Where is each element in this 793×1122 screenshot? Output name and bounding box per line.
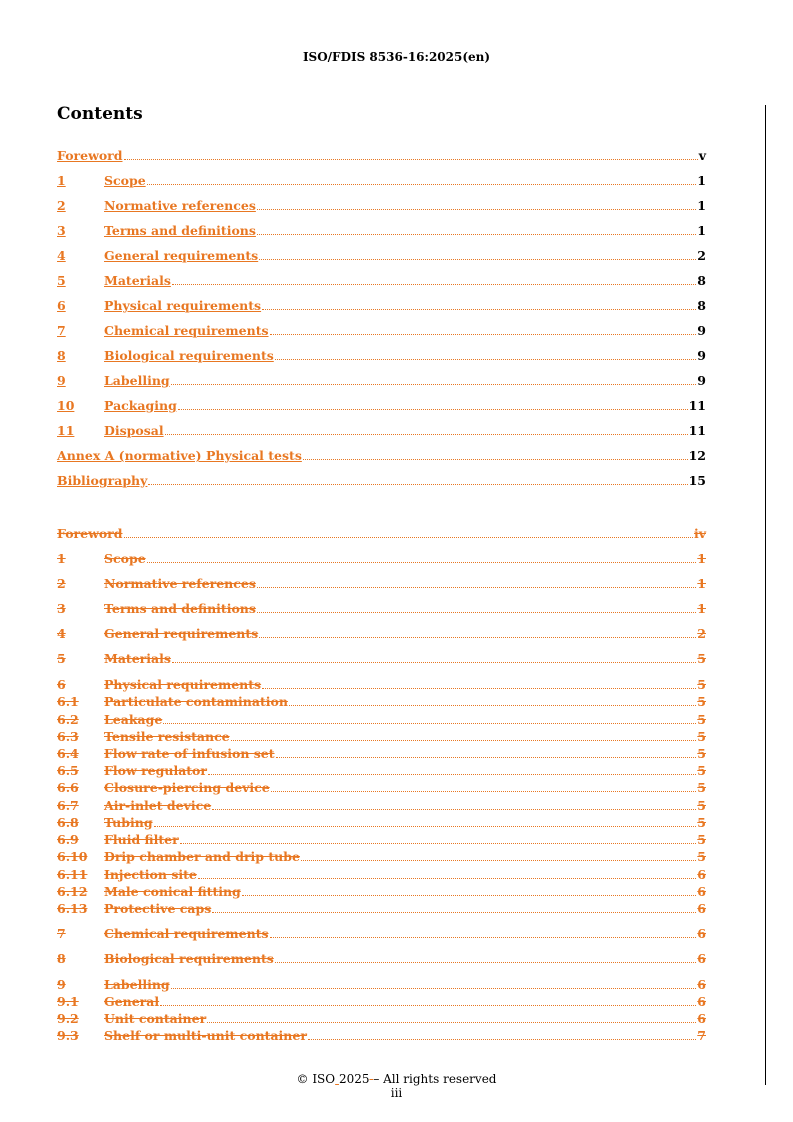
toc-entry-injection-site[interactable] <box>57 866 706 882</box>
toc-entry-label: Male conical fitting <box>104 884 241 899</box>
toc-entry-label: Labelling <box>104 373 170 388</box>
toc-entry-flow-rate-of-infusion-set[interactable] <box>57 745 706 761</box>
toc-entry-label: Biological requirements <box>104 951 274 966</box>
toc-entry-number: 7 <box>57 926 66 941</box>
toc-entry-label: Physical requirements <box>104 298 262 313</box>
toc-entry-shelf-or-multi-unit-container[interactable] <box>57 1027 706 1043</box>
toc-dot-leader <box>147 561 697 563</box>
toc-entry-number: 6.7 <box>57 798 79 813</box>
toc-entry-label: Normative references <box>104 198 256 213</box>
toc-dot-leader <box>198 877 696 879</box>
toc-entry-page: 15 <box>688 473 706 488</box>
toc-entry-air-inlet-device[interactable] <box>57 797 706 813</box>
toc-entry-label: Biological requirements <box>104 348 274 363</box>
rights-reserved: – All rights reserved <box>373 1072 497 1086</box>
toc-entry-label: Bibliography <box>57 473 148 488</box>
toc-dot-leader <box>271 790 697 792</box>
copyright-year: 2025 <box>338 1072 370 1086</box>
toc-entry-label: Fluid filter <box>104 832 179 847</box>
toc-entry-label: Closure-piercing device <box>104 780 270 795</box>
toc-entry-number: 2 <box>57 198 66 213</box>
toc-entry-page: 9 <box>697 373 706 388</box>
toc-entry-page: 1 <box>697 576 706 591</box>
toc-entry-foreword[interactable] <box>57 147 706 163</box>
toc-dot-leader <box>270 936 697 938</box>
toc-entry-label: Labelling <box>104 977 170 992</box>
toc-entry-unit-container[interactable] <box>57 1010 706 1026</box>
toc-entry-number: 6.1 <box>57 694 79 709</box>
toc-dot-leader <box>154 825 697 827</box>
toc-entry-page: 5 <box>697 729 706 744</box>
toc-entry-label: Foreword <box>57 148 123 163</box>
toc-entry-page: 2 <box>697 248 706 263</box>
toc-entry-label: Terms and definitions <box>104 223 256 238</box>
toc-entry-page: 5 <box>697 763 706 778</box>
toc-dot-leader <box>257 208 696 210</box>
toc-entry-general-requirements[interactable] <box>57 247 706 263</box>
toc-entry-page: iv <box>693 526 706 541</box>
toc-entry-drip-chamber-and-drip-tube[interactable] <box>57 848 706 864</box>
toc-entry-scope[interactable] <box>57 172 706 188</box>
toc-entry-page: 6 <box>697 867 706 882</box>
toc-entry-tubing[interactable] <box>57 814 706 830</box>
toc-entry-materials[interactable] <box>57 272 706 288</box>
toc-entry-number: 6.6 <box>57 780 79 795</box>
toc-entry-label: Tensile resistance <box>104 729 230 744</box>
toc-entry-label: Flow regulator <box>104 763 207 778</box>
toc-entry-tensile-resistance[interactable] <box>57 728 706 744</box>
toc-entry-physical-requirements[interactable] <box>57 676 706 692</box>
toc-entry-leakage[interactable] <box>57 711 706 727</box>
toc-dot-leader <box>257 586 696 588</box>
toc-dot-leader <box>275 961 697 963</box>
toc-entry-number: 2 <box>57 576 66 591</box>
toc-entry-page: 1 <box>697 198 706 213</box>
toc-entry-label: Packaging <box>104 398 177 413</box>
toc-entry-number: 4 <box>57 626 66 641</box>
toc-entry-annex-a-normative-physical-tests[interactable] <box>57 447 706 463</box>
toc-entry-page: 1 <box>697 551 706 566</box>
toc-entry-materials[interactable] <box>57 650 706 666</box>
toc-dot-leader <box>208 773 696 775</box>
toc-dot-leader <box>124 536 693 538</box>
toc-dot-leader <box>270 333 697 335</box>
toc-entry-number: 3 <box>57 223 66 238</box>
toc-entry-page: 6 <box>697 1011 706 1026</box>
toc-entry-label: General requirements <box>104 626 259 641</box>
toc-entry-page: 1 <box>697 223 706 238</box>
toc-entry-labelling[interactable] <box>57 372 706 388</box>
toc-entry-number: 5 <box>57 273 66 288</box>
toc-entry-number: 9 <box>57 373 66 388</box>
toc-entry-number: 6.9 <box>57 832 79 847</box>
toc-dot-leader <box>212 808 696 810</box>
toc-entry-page: 6 <box>697 951 706 966</box>
toc-dot-leader <box>160 1004 696 1006</box>
toc-entry-label: Unit container <box>104 1011 207 1026</box>
toc-entry-number: 6.13 <box>57 901 88 916</box>
toc-entry-normative-references[interactable] <box>57 575 706 591</box>
toc-entry-label: Air-inlet device <box>104 798 212 813</box>
toc-entry-page: 7 <box>697 1028 706 1043</box>
toc-entry-label: Injection site <box>104 867 197 882</box>
toc-entry-number: 10 <box>57 398 75 413</box>
toc-entry-flow-regulator[interactable] <box>57 762 706 778</box>
change-bar <box>765 105 766 1085</box>
toc-entry-number: 6 <box>57 677 66 692</box>
toc-entry-fluid-filter[interactable] <box>57 831 706 847</box>
toc-entry-page: 8 <box>697 273 706 288</box>
toc-entry-number: 4 <box>57 248 66 263</box>
toc-entry-number: 6.3 <box>57 729 79 744</box>
toc-entry-page: 9 <box>697 348 706 363</box>
toc-entry-page: 11 <box>688 398 706 413</box>
toc-dot-leader <box>262 687 696 689</box>
toc-entry-page: 5 <box>697 694 706 709</box>
toc-entry-page: 6 <box>697 884 706 899</box>
toc-entry-label: Leakage <box>104 712 163 727</box>
toc-dot-leader <box>276 756 697 758</box>
toc-entry-label: Foreword <box>57 526 123 541</box>
toc-dot-leader <box>171 383 697 385</box>
page-number: iii <box>390 1086 403 1100</box>
toc-entry-number: 6.11 <box>57 867 88 882</box>
copyright-prefix: © ISO <box>296 1072 336 1086</box>
toc-entry-closure-piercing-device[interactable] <box>57 779 706 795</box>
toc-entry-label: Flow rate of infusion set <box>104 746 275 761</box>
toc-dot-leader <box>259 636 696 638</box>
toc-entry-disposal[interactable] <box>57 422 706 438</box>
toc-entry-number: 8 <box>57 348 66 363</box>
toc-entry-number: 9.3 <box>57 1028 79 1043</box>
toc-entry-label: Chemical requirements <box>104 926 269 941</box>
toc-entry-page: 1 <box>697 173 706 188</box>
toc-entry-page: 1 <box>697 601 706 616</box>
toc-entry-number: 11 <box>57 423 75 438</box>
toc-dot-leader <box>289 704 696 706</box>
toc-dot-leader <box>308 1038 696 1040</box>
toc-entry-label: Annex A (normative) Physical tests <box>57 448 302 463</box>
toc-entry-page: 9 <box>697 323 706 338</box>
toc-entry-label: Particulate contamination <box>104 694 288 709</box>
toc-entry-number: 6.4 <box>57 746 79 761</box>
toc-entry-page: 6 <box>697 977 706 992</box>
toc-entry-biological-requirements[interactable] <box>57 950 706 966</box>
toc-entry-number: 9 <box>57 977 66 992</box>
toc-dot-leader <box>242 894 696 896</box>
toc-dot-leader <box>212 911 696 913</box>
toc-entry-number: 1 <box>57 173 66 188</box>
toc-entry-label: General <box>104 994 160 1009</box>
toc-entry-page: v <box>698 148 706 163</box>
toc-entry-page: 5 <box>697 849 706 864</box>
toc-entry-label: Scope <box>104 173 146 188</box>
toc-entry-male-conical-fitting[interactable] <box>57 883 706 899</box>
toc-entry-page: 6 <box>697 994 706 1009</box>
toc-entry-number: 7 <box>57 323 66 338</box>
toc-entry-physical-requirements[interactable] <box>57 297 706 313</box>
toc-entry-page: 5 <box>697 746 706 761</box>
toc-entry-label: Physical requirements <box>104 677 262 692</box>
toc-entry-page: 8 <box>697 298 706 313</box>
toc-entry-label: Tubing <box>104 815 153 830</box>
toc-entry-number: 5 <box>57 651 66 666</box>
toc-entry-page: 11 <box>688 423 706 438</box>
toc-dot-leader <box>171 987 697 989</box>
toc-dot-leader <box>178 408 688 410</box>
toc-dot-leader <box>257 611 696 613</box>
toc-entry-general[interactable] <box>57 993 706 1009</box>
toc-entry-page: 2 <box>697 626 706 641</box>
toc-entry-page: 5 <box>697 815 706 830</box>
contents-title: Contents <box>57 104 143 124</box>
toc-entry-foreword[interactable] <box>57 525 706 541</box>
toc-entry-label: Shelf or multi-unit container <box>104 1028 307 1043</box>
toc-dot-leader <box>180 842 697 844</box>
toc-dot-leader <box>257 233 696 235</box>
toc-entry-page: 12 <box>688 448 706 463</box>
toc-entry-page: 6 <box>697 901 706 916</box>
toc-entry-biological-requirements[interactable] <box>57 347 706 363</box>
toc-entry-label: Terms and definitions <box>104 601 256 616</box>
toc-entry-number: 6.2 <box>57 712 79 727</box>
toc-entry-bibliography[interactable] <box>57 472 706 488</box>
toc-entry-label: General requirements <box>104 248 259 263</box>
page-footer <box>0 1072 793 1100</box>
toc-entry-number: 6.12 <box>57 884 88 899</box>
toc-dot-leader <box>148 483 687 485</box>
toc-entry-labelling[interactable] <box>57 976 706 992</box>
toc-entry-page: 5 <box>697 798 706 813</box>
toc-dot-leader <box>262 308 696 310</box>
toc-entry-number: 6.8 <box>57 815 79 830</box>
toc-entry-scope[interactable] <box>57 550 706 566</box>
toc-entry-chemical-requirements[interactable] <box>57 925 706 941</box>
toc-entry-number: 8 <box>57 951 66 966</box>
toc-dot-leader <box>231 739 697 741</box>
toc-entry-number: 6.10 <box>57 849 88 864</box>
toc-dot-leader <box>165 433 688 435</box>
toc-entry-number: 9.2 <box>57 1011 79 1026</box>
toc-entry-label: Scope <box>104 551 146 566</box>
toc-entry-number: 3 <box>57 601 66 616</box>
toc-entry-number: 9.1 <box>57 994 79 1009</box>
toc-dot-leader <box>172 283 696 285</box>
toc-entry-label: Protective caps <box>104 901 212 916</box>
toc-dot-leader <box>275 358 697 360</box>
toc-entry-label: Materials <box>104 651 171 666</box>
toc-entry-general-requirements[interactable] <box>57 625 706 641</box>
toc-entry-page: 5 <box>697 651 706 666</box>
toc-entry-page: 5 <box>697 712 706 727</box>
toc-entry-label: Normative references <box>104 576 256 591</box>
toc-dot-leader <box>172 661 696 663</box>
toc-entry-number: 6.5 <box>57 763 79 778</box>
toc-dot-leader <box>259 258 696 260</box>
toc-entry-terms-and-definitions[interactable] <box>57 600 706 616</box>
toc-entry-label: Drip chamber and drip tube <box>104 849 300 864</box>
toc-entry-number: 6 <box>57 298 66 313</box>
toc-entry-page: 5 <box>697 677 706 692</box>
toc-dot-leader <box>301 859 696 861</box>
toc-entry-terms-and-definitions[interactable] <box>57 222 706 238</box>
toc-entry-page: 5 <box>697 780 706 795</box>
toc-dot-leader <box>303 458 688 460</box>
toc-entry-particulate-contamination[interactable] <box>57 693 706 709</box>
toc-entry-label: Materials <box>104 273 171 288</box>
toc-entry-normative-references[interactable] <box>57 197 706 213</box>
toc-entry-label: Disposal <box>104 423 164 438</box>
toc-entry-protective-caps[interactable] <box>57 900 706 916</box>
toc-entry-chemical-requirements[interactable] <box>57 322 706 338</box>
toc-dot-leader <box>147 183 697 185</box>
toc-entry-packaging[interactable] <box>57 397 706 413</box>
toc-dot-leader <box>163 722 696 724</box>
toc-entry-label: Chemical requirements <box>104 323 269 338</box>
toc-entry-page: 5 <box>697 832 706 847</box>
toc-dot-leader <box>124 158 698 160</box>
toc-entry-number: 1 <box>57 551 66 566</box>
toc-entry-page: 6 <box>697 926 706 941</box>
document-header: ISO/FDIS 8536-16:2025(en) <box>302 50 491 64</box>
toc-dot-leader <box>207 1021 696 1023</box>
